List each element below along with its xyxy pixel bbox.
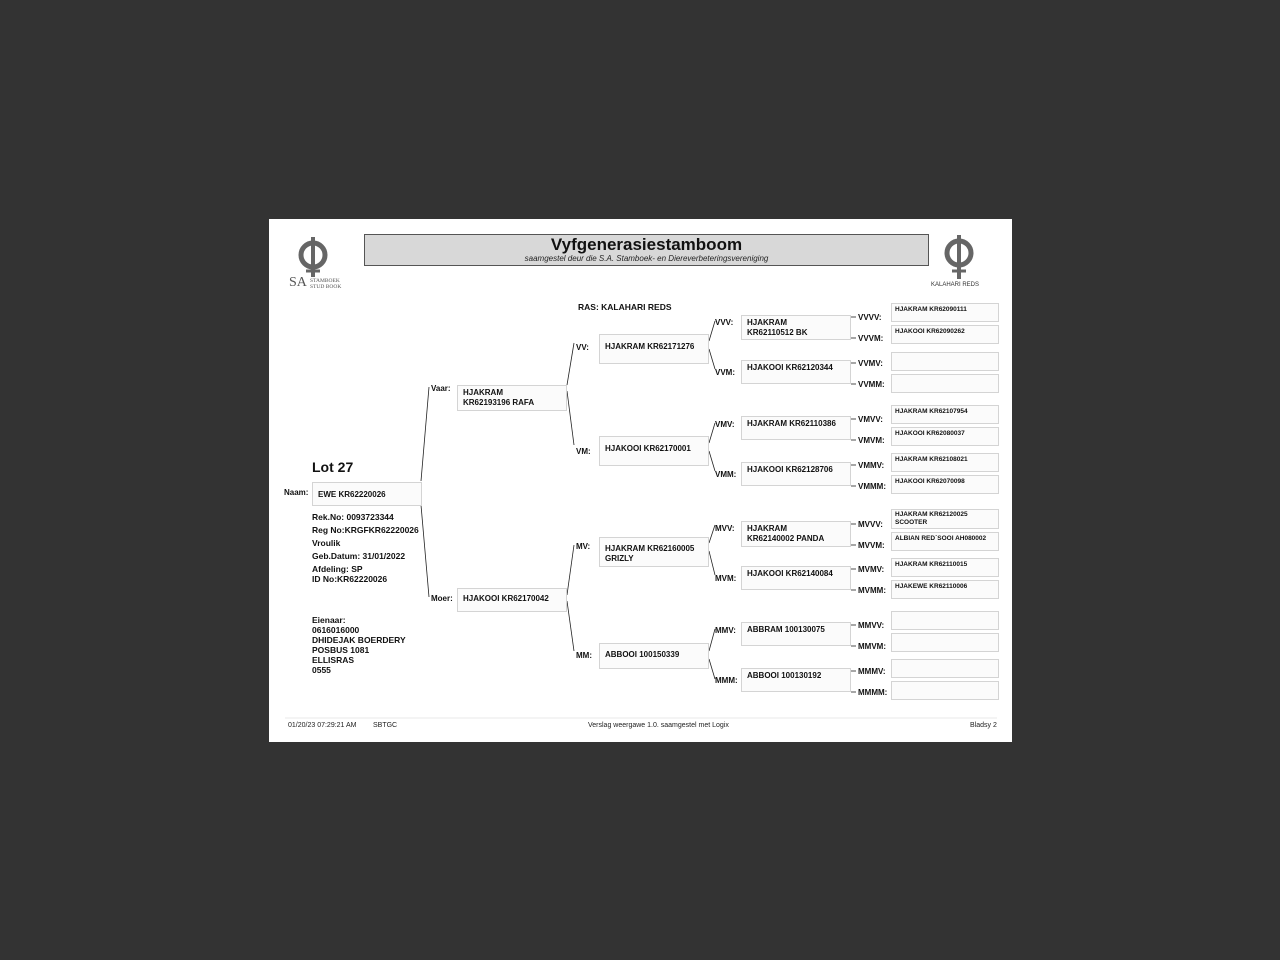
- owner-label: Eienaar:: [312, 615, 346, 625]
- dam-label: Moer:: [431, 594, 453, 603]
- mmm-box: ABBOOI 100130192: [741, 668, 851, 692]
- mv-box: HJAKRAM KR62160005 GRIZLY: [599, 537, 709, 567]
- vmvv-label: VMVV:: [858, 415, 883, 424]
- vvvv-label: VVVV:: [858, 313, 882, 322]
- mvv-label: MVV:: [715, 524, 735, 533]
- title-banner: [364, 234, 929, 266]
- animal-name-box: EWE KR62220026: [312, 482, 422, 506]
- owner-code: 0555: [312, 665, 331, 675]
- owner-number: 0616016000: [312, 625, 360, 635]
- sa-studbook-logo-icon: [294, 235, 332, 279]
- vm-box: HJAKOOI KR62170001: [599, 436, 709, 466]
- vvv-label: VVV:: [715, 318, 734, 327]
- footer-code: SBTGC: [373, 722, 398, 729]
- footer-timestamp: 01/20/23 07:29:21 AM: [288, 722, 357, 729]
- mvmv-box: HJAKRAM KR62110015: [891, 558, 999, 577]
- mmvm-label: MMVM:: [858, 642, 886, 651]
- page-subtitle: saamgestel deur die S.A. Stamboek- en Diereverbeteringsvereniging: [524, 254, 769, 263]
- mmvm-box: [891, 633, 999, 652]
- mvmm-label: MVMM:: [858, 586, 886, 595]
- vmvm-label: VMVM:: [858, 436, 885, 445]
- vvvm-label: VVVM:: [858, 334, 884, 343]
- mvv-box: HJAKRAM KR62140002 PANDA: [741, 521, 851, 547]
- vv-box: HJAKRAM KR62171276: [599, 334, 709, 364]
- vvmv-box: [891, 352, 999, 371]
- sire-label: Vaar:: [431, 384, 451, 393]
- id-no: ID No:KR62220026: [312, 574, 388, 584]
- mvmm-box: HJAKEWE KR62110006: [891, 580, 999, 599]
- vmm-box: HJAKOOI KR62128706: [741, 462, 851, 486]
- mv-label: MV:: [576, 542, 591, 551]
- vvm-label: VVM:: [715, 368, 735, 377]
- mvvv-box: HJAKRAM KR62120025 SCOOTER: [891, 509, 999, 529]
- vvvv-box: HJAKRAM KR62090111: [891, 303, 999, 322]
- vvm-box: HJAKOOI KR62120344: [741, 360, 851, 384]
- mmv-box: ABBRAM 100130075: [741, 622, 851, 646]
- owner-address-1: POSBUS 1081: [312, 645, 370, 655]
- vmmm-box: HJAKOOI KR62070098: [891, 475, 999, 494]
- mvm-label: MVM:: [715, 574, 737, 583]
- vmvm-box: HJAKOOI KR62080037: [891, 427, 999, 446]
- mmmm-box: [891, 681, 999, 700]
- mvvm-box: ALBIAN RED`SOOI AH080002: [891, 532, 999, 551]
- mm-label: MM:: [576, 651, 592, 660]
- vmmv-label: VMMV:: [858, 461, 885, 470]
- logo-left-stamboek-text: STAMBOEK: [310, 278, 340, 284]
- mm-box: ABBOOI 100150339: [599, 643, 709, 669]
- mmvv-label: MMVV:: [858, 621, 885, 630]
- vmmv-box: HJAKRAM KR62108021: [891, 453, 999, 472]
- vmmm-label: VMMM:: [858, 482, 886, 491]
- vvv-box: HJAKRAM KR62110512 BK: [741, 315, 851, 340]
- vmvv-box: HJAKRAM KR62107954: [891, 405, 999, 424]
- mvvv-label: MVVV:: [858, 520, 883, 529]
- sire-box: HJAKRAM KR62193196 RAFA: [457, 385, 567, 411]
- vvmm-label: VVMM:: [858, 380, 885, 389]
- vmm-label: VMM:: [715, 470, 737, 479]
- dam-box: HJAKOOI KR62170042: [457, 588, 567, 612]
- owner-address-2: ELLISRAS: [312, 655, 355, 665]
- vvvm-box: HJAKOOI KR62090262: [891, 325, 999, 344]
- reg-no: Reg No:KRGFKR62220026: [312, 525, 419, 535]
- mmmv-label: MMMV:: [858, 667, 886, 676]
- vvmm-box: [891, 374, 999, 393]
- footer-page-number: Bladsy 2: [970, 722, 997, 729]
- birth-date: Geb.Datum: 31/01/2022: [312, 551, 406, 561]
- vvmv-label: VVMV:: [858, 359, 883, 368]
- logo-right-caption: KALAHARI REDS: [931, 282, 980, 288]
- vmv-label: VMV:: [715, 420, 735, 429]
- vmv-box: HJAKRAM KR62110386: [741, 416, 851, 440]
- mvm-box: HJAKOOI KR62140084: [741, 566, 851, 590]
- mmvv-box: [891, 611, 999, 630]
- name-label: Naam:: [284, 488, 309, 497]
- lot-number: Lot 27: [312, 459, 354, 475]
- vv-label: VV:: [576, 343, 589, 352]
- mmmm-label: MMMM:: [858, 688, 888, 697]
- logo-left-sa-text: SA: [289, 275, 307, 290]
- logo-left-studbook-text: STUD BOOK: [310, 284, 342, 290]
- rek-no: Rek.No: 0093723344: [312, 512, 394, 522]
- breed-label: RAS: KALAHARI REDS: [578, 302, 672, 312]
- footer-report-version: Verslag weergawe 1.0. saamgestel met Logix: [588, 722, 729, 729]
- sex: Vroulik: [312, 538, 341, 548]
- mvvm-label: MVVM:: [858, 541, 885, 550]
- mmm-label: MMM:: [715, 676, 738, 685]
- mvmv-label: MVMV:: [858, 565, 885, 574]
- kalahari-reds-logo-icon: [940, 233, 978, 281]
- vm-label: VM:: [576, 447, 591, 456]
- owner-name: DHIDEJAK BOERDERY: [312, 635, 406, 645]
- mmmv-box: [891, 659, 999, 678]
- pedigree-sheet: [269, 219, 1012, 742]
- mmv-label: MMV:: [715, 626, 736, 635]
- page-title: Vyfgenerasiestamboom: [550, 235, 743, 254]
- section: Afdeling: SP: [312, 564, 363, 574]
